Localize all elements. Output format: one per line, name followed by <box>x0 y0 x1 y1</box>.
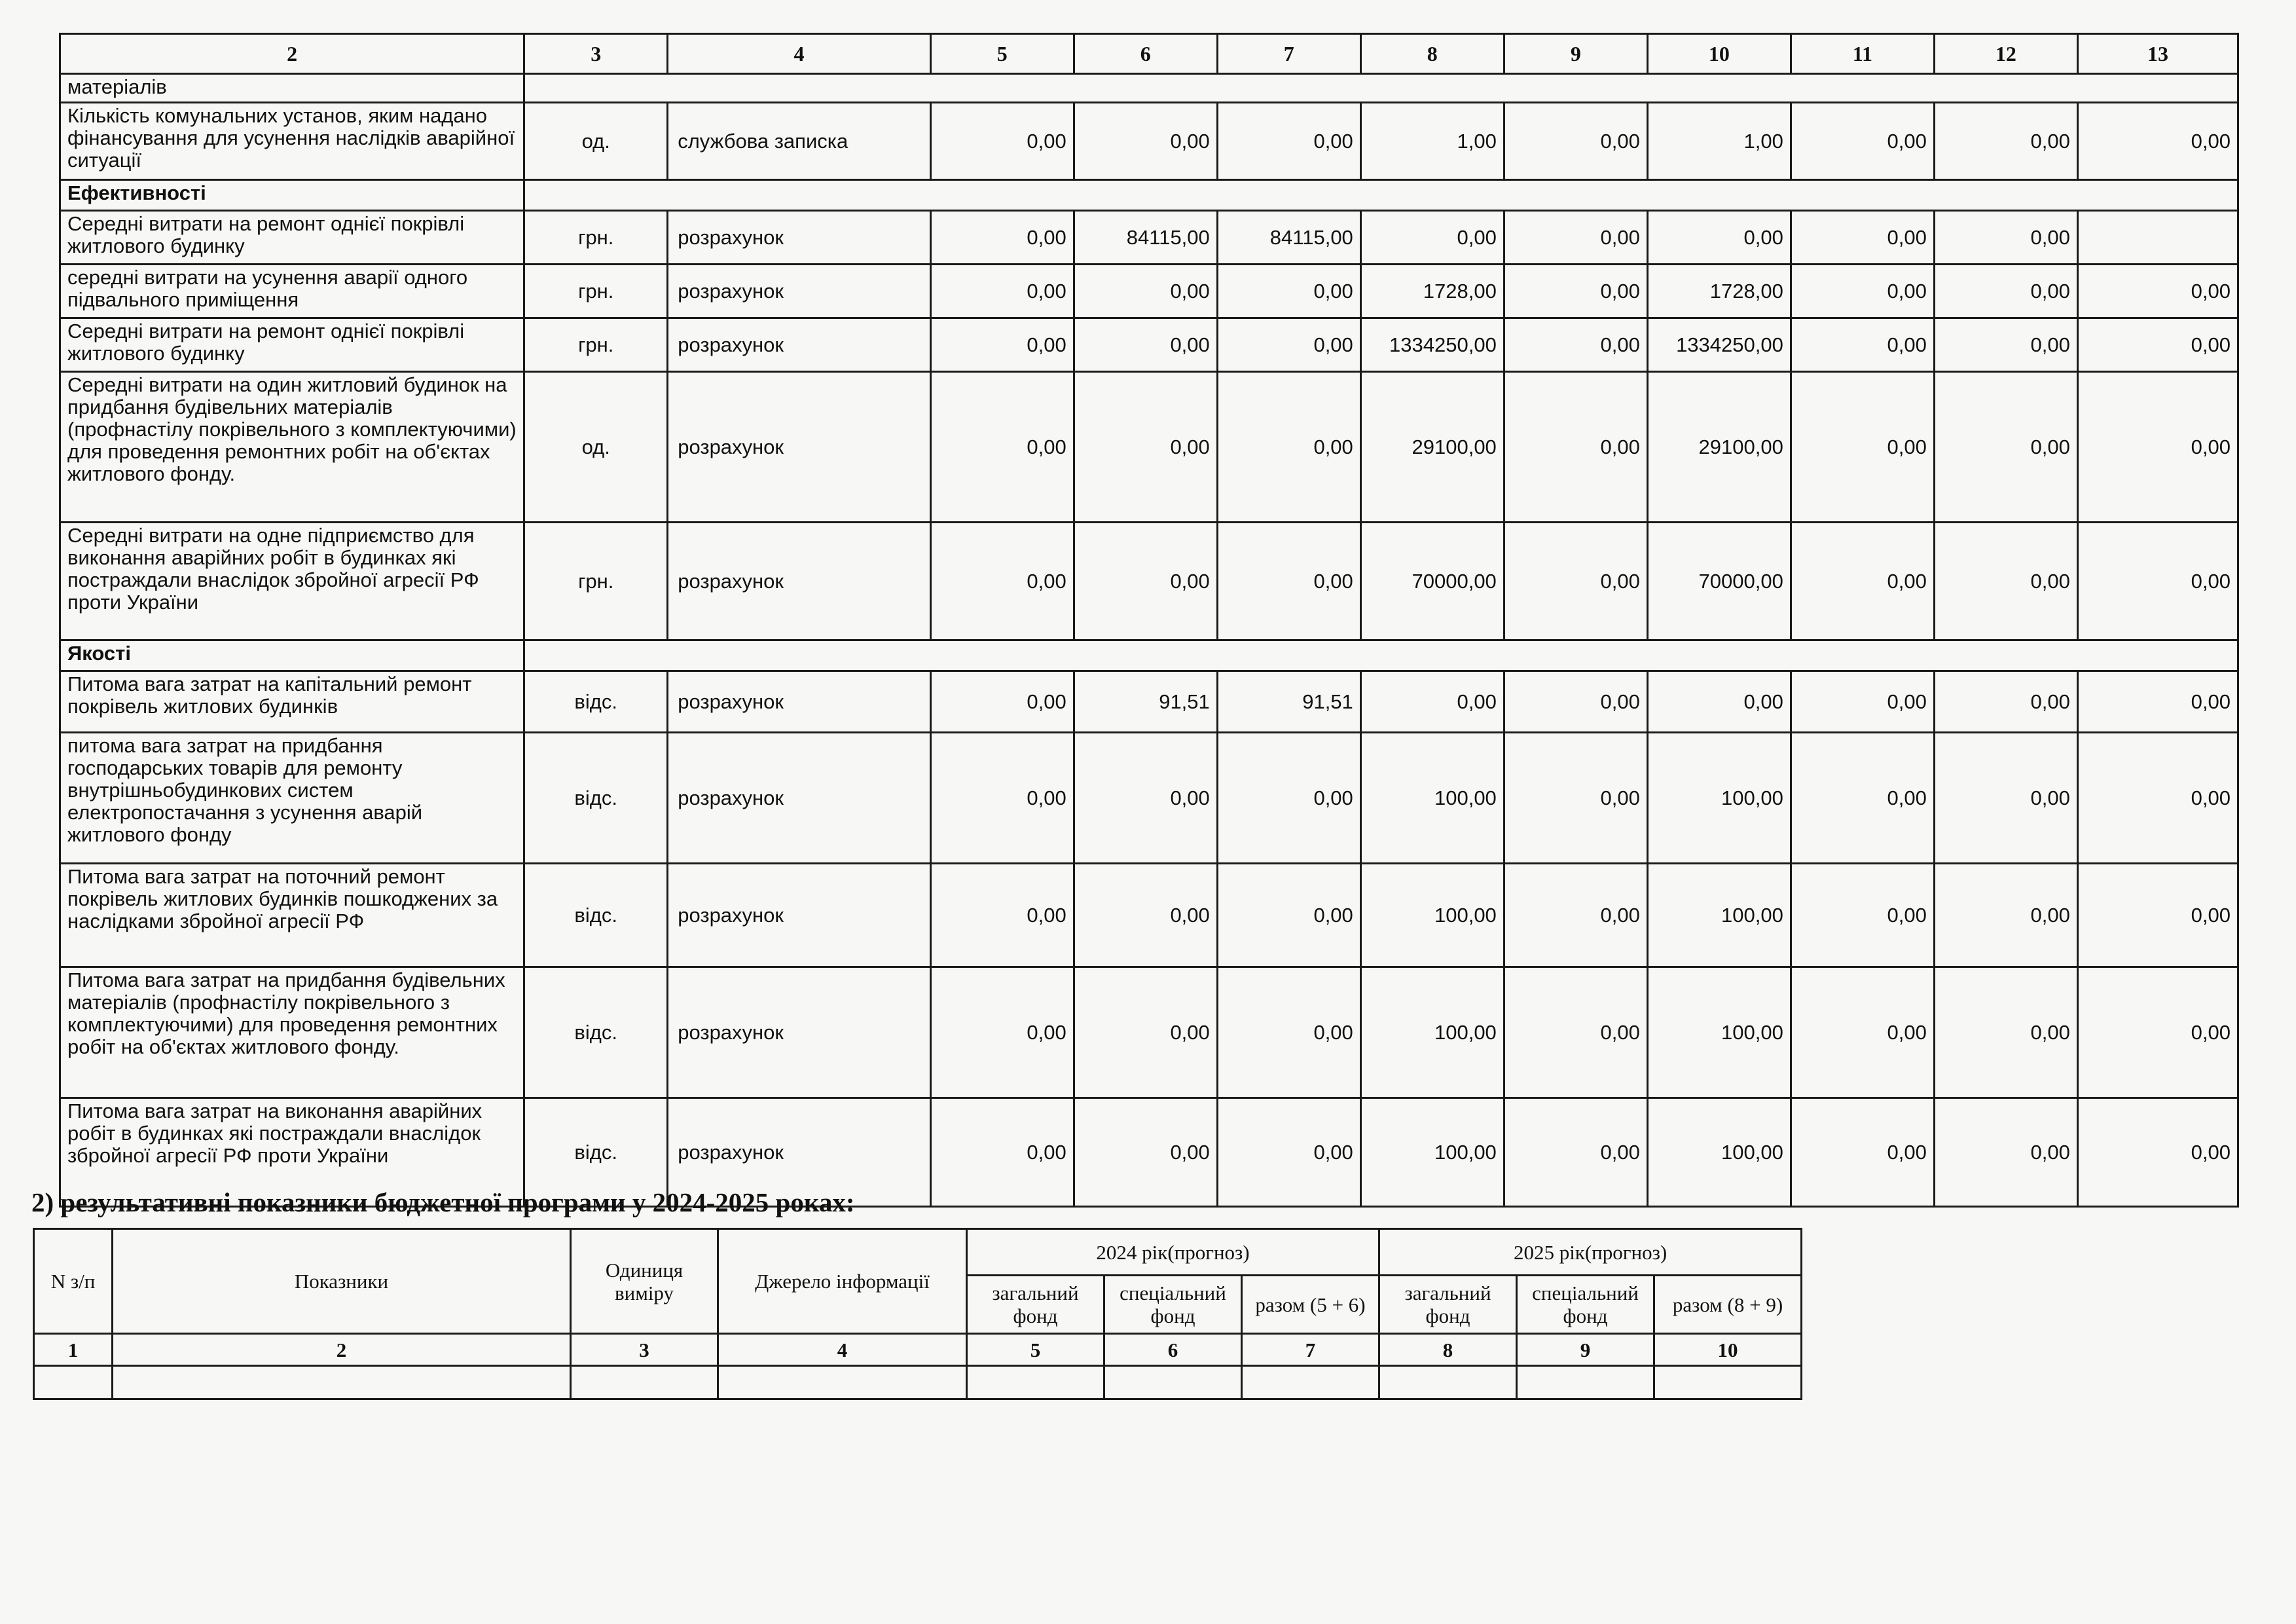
col-num: 9 <box>1517 1334 1654 1366</box>
col-num: 8 <box>1379 1334 1517 1366</box>
value-cell-v10: 100,00 <box>1647 864 1791 967</box>
table-row <box>60 733 2238 864</box>
indicator-source: розрахунок <box>668 265 931 318</box>
value-cell-v7: 91,51 <box>1217 671 1360 733</box>
value-cell-v8: 100,00 <box>1360 967 1504 1098</box>
value-cell-v8: 1,00 <box>1360 103 1504 180</box>
indicator-source: розрахунок <box>668 864 931 967</box>
value-cell-v7: 0,00 <box>1217 103 1360 180</box>
indicator-name: Кількість комунальних установ, яким надано фінансування для усунення наслідків аварійної ситуації <box>60 103 524 180</box>
value-cell-v13: 0,00 <box>2077 318 2238 372</box>
empty-cell <box>1104 1366 1242 1399</box>
col-num: 7 <box>1242 1334 1379 1366</box>
empty-cell <box>1242 1366 1379 1399</box>
col-num: 1 <box>34 1334 113 1366</box>
value-cell-v11: 0,00 <box>1791 318 1934 372</box>
table-row <box>60 671 2238 733</box>
value-cell-v8: 100,00 <box>1360 733 1504 864</box>
col-num: 7 <box>1217 34 1360 74</box>
value-cell-v7: 0,00 <box>1217 733 1360 864</box>
indicator-source: розрахунок <box>668 318 931 372</box>
col-num: 5 <box>967 1334 1104 1366</box>
col-num: 6 <box>1074 34 1217 74</box>
value-cell-v11: 0,00 <box>1791 265 1934 318</box>
empty-cell <box>34 1366 113 1399</box>
value-cell-v12: 0,00 <box>1934 1098 2077 1207</box>
value-cell-v8: 0,00 <box>1360 671 1504 733</box>
value-cell-v12: 0,00 <box>1934 671 2077 733</box>
value-cell-v12: 0,00 <box>1934 265 2077 318</box>
column-number-row <box>34 1334 1802 1366</box>
value-cell-v7: 84115,00 <box>1217 211 1360 265</box>
section-row <box>60 180 2238 211</box>
result-indicators-table <box>33 1228 1802 1400</box>
value-cell-v7: 0,00 <box>1217 1098 1360 1207</box>
value-cell-v6: 91,51 <box>1074 671 1217 733</box>
indicator-name: Питома вага затрат на поточний ремонт покрівель житлових будинків пошкоджених за наслідками збройної агресії РФ <box>60 864 524 967</box>
indicator-unit: грн. <box>524 211 668 265</box>
value-cell-v7: 0,00 <box>1217 523 1360 640</box>
value-cell-v12: 0,00 <box>1934 211 2077 265</box>
value-cell-v10: 1728,00 <box>1647 265 1791 318</box>
value-cell-v10: 1334250,00 <box>1647 318 1791 372</box>
value-cell-v5: 0,00 <box>930 523 1074 640</box>
value-cell-v6: 0,00 <box>1074 103 1217 180</box>
value-cell-v5: 0,00 <box>930 372 1074 523</box>
value-cell-v9: 0,00 <box>1504 1098 1647 1207</box>
indicator-source: розрахунок <box>668 211 931 265</box>
column-number-row <box>60 34 2238 74</box>
value-cell-v6: 0,00 <box>1074 1098 1217 1207</box>
value-cell-v11: 0,00 <box>1791 967 1934 1098</box>
value-cell-v6: 0,00 <box>1074 265 1217 318</box>
indicator-unit: грн. <box>524 523 668 640</box>
value-cell-v8: 1728,00 <box>1360 265 1504 318</box>
header-unit: Одиниця виміру <box>571 1229 718 1334</box>
value-cell-v11: 0,00 <box>1791 671 1934 733</box>
indicator-source: службова записка <box>668 103 931 180</box>
table-row <box>60 265 2238 318</box>
value-cell-v13: 0,00 <box>2077 671 2238 733</box>
value-cell-v7: 0,00 <box>1217 372 1360 523</box>
value-cell-v8: 1334250,00 <box>1360 318 1504 372</box>
value-cell-v11: 0,00 <box>1791 103 1934 180</box>
value-cell-v5: 0,00 <box>930 211 1074 265</box>
value-cell-v8: 70000,00 <box>1360 523 1504 640</box>
indicator-name: Питома вага затрат на виконання аварійних робіт в будинках які постраждали внаслідок збройної агресії РФ проти України <box>60 1098 524 1207</box>
table-row <box>60 967 2238 1098</box>
value-cell-v13: 0,00 <box>2077 1098 2238 1207</box>
value-cell-v12: 0,00 <box>1934 864 2077 967</box>
value-cell-v12: 0,00 <box>1934 733 2077 864</box>
value-cell-v9: 0,00 <box>1504 372 1647 523</box>
value-cell-v9: 0,00 <box>1504 671 1647 733</box>
col-num: 6 <box>1104 1334 1242 1366</box>
value-cell-v13: 0,00 <box>2077 265 2238 318</box>
indicator-source: розрахунок <box>668 372 931 523</box>
value-cell-v8: 100,00 <box>1360 1098 1504 1207</box>
header-total-5-6: разом (5 + 6) <box>1242 1276 1379 1334</box>
indicator-unit: грн. <box>524 265 668 318</box>
value-cell-v13 <box>2077 211 2238 265</box>
header-source: Джерело інформації <box>718 1229 967 1334</box>
value-cell-v5: 0,00 <box>930 103 1074 180</box>
header-n: N з/п <box>34 1229 113 1334</box>
indicator-name: Питома вага затрат на капітальний ремонт покрівель житлових будинків <box>60 671 524 733</box>
indicator-unit: відс. <box>524 671 668 733</box>
empty-cell <box>1379 1366 1517 1399</box>
empty-cell <box>1654 1366 1802 1399</box>
col-num: 11 <box>1791 34 1934 74</box>
value-cell-v5: 0,00 <box>930 967 1074 1098</box>
col-num: 10 <box>1647 34 1791 74</box>
value-cell-v12: 0,00 <box>1934 103 2077 180</box>
indicator-name: Середні витрати на одне підприємство для виконання аварійних робіт в будинках які постраждали внаслідок збройної агресії РФ проти України <box>60 523 524 640</box>
col-num: 2 <box>113 1334 571 1366</box>
header-total-8-9: разом (8 + 9) <box>1654 1276 1802 1334</box>
empty-row <box>34 1366 1802 1399</box>
indicator-unit: відс. <box>524 967 668 1098</box>
indicator-source: розрахунок <box>668 1098 931 1207</box>
value-cell-v11: 0,00 <box>1791 372 1934 523</box>
value-cell-v13: 0,00 <box>2077 733 2238 864</box>
indicator-unit: од. <box>524 372 668 523</box>
value-cell-v10: 29100,00 <box>1647 372 1791 523</box>
empty-cell <box>718 1366 967 1399</box>
indicators-table <box>59 33 2239 1208</box>
table-row <box>60 74 2238 103</box>
col-num: 5 <box>930 34 1074 74</box>
indicator-unit: відс. <box>524 733 668 864</box>
value-cell-v7: 0,00 <box>1217 967 1360 1098</box>
value-cell-v10: 100,00 <box>1647 733 1791 864</box>
value-cell-v11: 0,00 <box>1791 523 1934 640</box>
table-row <box>60 318 2238 372</box>
value-cell-v5: 0,00 <box>930 265 1074 318</box>
col-num: 12 <box>1934 34 2077 74</box>
value-cell-v12: 0,00 <box>1934 967 2077 1098</box>
value-cell-v7: 0,00 <box>1217 265 1360 318</box>
indicator-source: розрахунок <box>668 733 931 864</box>
value-cell-v9: 0,00 <box>1504 967 1647 1098</box>
value-cell-v6: 0,00 <box>1074 372 1217 523</box>
value-cell-v11: 0,00 <box>1791 1098 1934 1207</box>
indicator-source: розрахунок <box>668 671 931 733</box>
value-cell-v9: 0,00 <box>1504 864 1647 967</box>
col-num: 2 <box>60 34 524 74</box>
header-year-2024: 2024 рік(прогноз) <box>967 1229 1379 1276</box>
table-row <box>60 864 2238 967</box>
indicator-unit: відс. <box>524 864 668 967</box>
value-cell-v5: 0,00 <box>930 733 1074 864</box>
col-num: 10 <box>1654 1334 1802 1366</box>
col-num: 3 <box>524 34 668 74</box>
indicator-unit: грн. <box>524 318 668 372</box>
col-num: 9 <box>1504 34 1647 74</box>
value-cell-v8: 100,00 <box>1360 864 1504 967</box>
indicator-unit: од. <box>524 103 668 180</box>
indicator-name: Середні витрати на ремонт однієї покрівлі житлового будинку <box>60 211 524 265</box>
value-cell-v9: 0,00 <box>1504 103 1647 180</box>
value-cell-v5: 0,00 <box>930 1098 1074 1207</box>
table-row <box>60 523 2238 640</box>
value-cell-v7: 0,00 <box>1217 318 1360 372</box>
value-cell-v6: 0,00 <box>1074 864 1217 967</box>
section-heading: Ефективності <box>60 180 524 211</box>
col-num: 3 <box>571 1334 718 1366</box>
indicator-source: розрахунок <box>668 523 931 640</box>
value-cell-v8: 29100,00 <box>1360 372 1504 523</box>
value-cell-v6: 0,00 <box>1074 967 1217 1098</box>
table-row <box>60 211 2238 265</box>
header-special-fund: спеціальний фонд <box>1104 1276 1242 1334</box>
header-general-fund: загальний фонд <box>967 1276 1104 1334</box>
indicator-name: питома вага затрат на придбання господарських товарів для ремонту внутрішньобудинкових систем електропостачання з усунення аварій житлового фонду <box>60 733 524 864</box>
value-cell-v6: 0,00 <box>1074 733 1217 864</box>
table-row <box>60 103 2238 180</box>
value-cell-v9: 0,00 <box>1504 265 1647 318</box>
value-cell-v6: 0,00 <box>1074 523 1217 640</box>
value-cell-v9: 0,00 <box>1504 318 1647 372</box>
header-general-fund: загальний фонд <box>1379 1276 1517 1334</box>
empty-cell <box>524 74 2238 103</box>
value-cell-v12: 0,00 <box>1934 372 2077 523</box>
value-cell-v7: 0,00 <box>1217 864 1360 967</box>
value-cell-v10: 1,00 <box>1647 103 1791 180</box>
value-cell-v13: 0,00 <box>2077 372 2238 523</box>
value-cell-v9: 0,00 <box>1504 211 1647 265</box>
value-cell-v5: 0,00 <box>930 671 1074 733</box>
section-heading: Якості <box>60 640 524 671</box>
value-cell-v10: 70000,00 <box>1647 523 1791 640</box>
indicator-source: розрахунок <box>668 967 931 1098</box>
indicator-name: матеріалів <box>60 74 524 103</box>
empty-cell <box>571 1366 718 1399</box>
indicator-unit: відс. <box>524 1098 668 1207</box>
value-cell-v11: 0,00 <box>1791 864 1934 967</box>
indicator-name: Середні витрати на один житловий будинок на придбання будівельних матеріалів (профнастілу покрівельного з комплектуючими) для проведення ремонтних робіт на об'єктах житлового фонду. <box>60 372 524 523</box>
value-cell-v6: 0,00 <box>1074 318 1217 372</box>
header-row <box>34 1229 1802 1276</box>
value-cell-v10: 0,00 <box>1647 671 1791 733</box>
indicator-name: Середні витрати на ремонт однієї покрівлі житлового будинку <box>60 318 524 372</box>
indicator-name: Питома вага затрат на придбання будівельних матеріалів (профнастілу покрівельного з комплектуючими) для проведення ремонтних робіт на об'єктах житлового фонду. <box>60 967 524 1098</box>
value-cell-v11: 0,00 <box>1791 211 1934 265</box>
value-cell-v9: 0,00 <box>1504 523 1647 640</box>
empty-cell <box>524 180 2238 211</box>
empty-cell <box>967 1366 1104 1399</box>
col-num: 4 <box>668 34 931 74</box>
value-cell-v12: 0,00 <box>1934 523 2077 640</box>
value-cell-v13: 0,00 <box>2077 864 2238 967</box>
empty-cell <box>1517 1366 1654 1399</box>
header-indicators: Показники <box>113 1229 571 1334</box>
value-cell-v13: 0,00 <box>2077 523 2238 640</box>
value-cell-v9: 0,00 <box>1504 733 1647 864</box>
value-cell-v6: 84115,00 <box>1074 211 1217 265</box>
empty-cell <box>113 1366 571 1399</box>
empty-cell <box>524 640 2238 671</box>
value-cell-v5: 0,00 <box>930 318 1074 372</box>
value-cell-v11: 0,00 <box>1791 733 1934 864</box>
value-cell-v13: 0,00 <box>2077 967 2238 1098</box>
result-section-title: 2) результативні показники бюджетної програми у 2024-2025 роках: <box>31 1187 855 1217</box>
col-num: 13 <box>2077 34 2238 74</box>
section-row <box>60 640 2238 671</box>
value-cell-v13: 0,00 <box>2077 103 2238 180</box>
value-cell-v10: 0,00 <box>1647 211 1791 265</box>
header-special-fund: спеціальний фонд <box>1517 1276 1654 1334</box>
indicator-name: середні витрати на усунення аварії одного підвального приміщення <box>60 265 524 318</box>
value-cell-v10: 100,00 <box>1647 1098 1791 1207</box>
col-num: 8 <box>1360 34 1504 74</box>
value-cell-v5: 0,00 <box>930 864 1074 967</box>
table-row <box>60 372 2238 523</box>
col-num: 4 <box>718 1334 967 1366</box>
header-year-2025: 2025 рік(прогноз) <box>1379 1229 1802 1276</box>
value-cell-v12: 0,00 <box>1934 318 2077 372</box>
value-cell-v8: 0,00 <box>1360 211 1504 265</box>
value-cell-v10: 100,00 <box>1647 967 1791 1098</box>
